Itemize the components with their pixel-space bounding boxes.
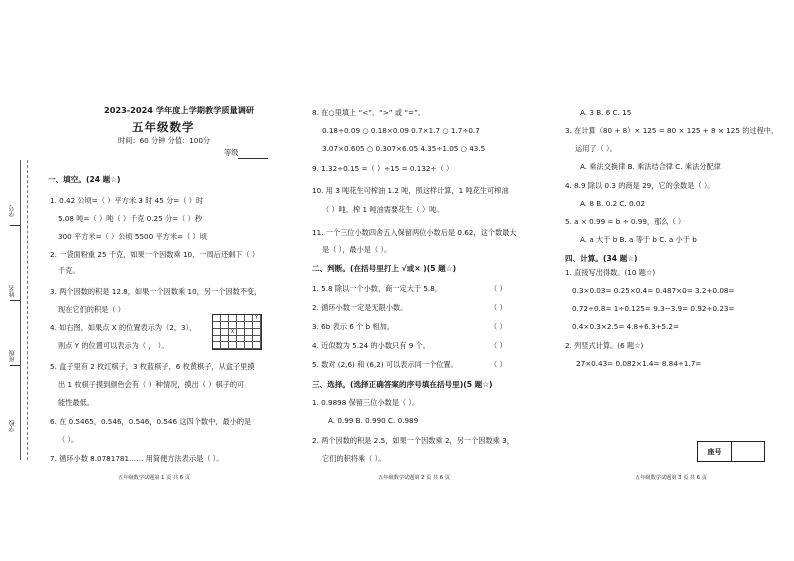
judge-1: 1. 5.8 除以一个小数，商一定大于 5.8。 (312, 284, 443, 293)
seat-number-box (697, 441, 765, 462)
choice-3-line1: 3. 在计算（80 + 8）× 125 = 80 × 125 + 8 × 125 的过程中， (565, 126, 779, 135)
q10-line2: （ ）吨，榨 1 吨油需要花生（ ）吨。 (322, 205, 444, 214)
judge-3: 3. 6b 表示 6 个 b 相加。 (312, 322, 394, 331)
q8-line2: 0.18÷0.09 ○ 0.18×0.09 0.7×1.7 ○ 1.7÷0.7 (322, 126, 480, 135)
judge-4: 4. 近似数为 5.24 的小数只有 9 个。 (312, 341, 430, 350)
choice-2-line2: 它们的积将乘（ ）。 (322, 454, 386, 463)
judge-bracket-2: （ ） (490, 303, 507, 312)
calc-row-3: 0.4×0.3×2.5= 4.8+6.3+5.2= (572, 322, 680, 331)
cut-line (27, 160, 28, 460)
q9-line: 9. 1.32÷0.15 =（ ）÷15 = 0.132÷（ ） (312, 164, 454, 173)
judge-bracket-1: （ ） (490, 284, 507, 293)
judge-5: 5. 数对 (2,6) 和 (6,2) 可以表示同一个位置。 (312, 360, 458, 369)
margin-label-class: 班级 (9, 350, 16, 362)
exam-title: 2023-2024 学年度上学期教学质量调研 (104, 105, 255, 115)
seat-label-cell (698, 442, 732, 461)
choice-5-line: 5. a × 0.99 = b ÷ 0.99，那么（ ） (565, 217, 686, 226)
q8-line1: 8. 在○里填上 “<”、“>” 或 “=”。 (312, 108, 425, 117)
choice-2-line1: 2. 两个因数的积是 2.5，如果一个因数乘 2，另一个因数乘 3， (312, 436, 514, 445)
q2-line2: 千克。 (58, 266, 80, 275)
page-2-footer: 五年级数学试题第 2 页 共 6 页 (378, 475, 450, 481)
q1-line3: 300 平方米=（ ）公顷 5500 平方米=（ ）顷 (58, 232, 207, 241)
q5-line2: 出 1 枚棋子摸到颜色会有（ ）种情况，摸出（ ）棋子的可 (58, 380, 245, 389)
choice-4-line: 4. 8.9 除以 0.3 的商是 29，它的余数是（ ）。 (565, 181, 715, 190)
choice-1: 1. 0.9898 保留三位小数是（ ）。 (312, 398, 420, 407)
grid-label-x: X (229, 329, 237, 336)
q5-line3: 能性最低。 (58, 398, 94, 407)
time-score: 时间：60 分钟 分值：100分 (118, 136, 211, 145)
grade-label: 等级 (224, 148, 239, 157)
q5-line1: 5. 盒子里有 2 枚红棋子，3 枚蓝棋子，6 枚黄棋子，从盒子里摸 (50, 362, 255, 371)
q6-line1: 6. 在 0.5465，0.54̇6，0.54̇6̇，0.5̇46 这四个数中，最小的是 (50, 417, 252, 426)
judge-bracket-5: （ ） (490, 360, 507, 369)
q6-line2: （ ）。 (58, 435, 79, 444)
seat-number-input[interactable] (732, 442, 764, 461)
margin-label-school: 学校 (9, 420, 16, 432)
choice-5-options: A. a 大于 b B. a 等于 b C. a 小于 b (580, 235, 697, 244)
margin-label-name: 姓名 (9, 285, 16, 297)
q4-line2: 则点 Y 的位置可以表示为（ ， ）。 (58, 341, 169, 350)
section-calc-title: 四、计算。(34 题☆) (565, 254, 638, 263)
calc-row-1: 0.3×0.03= 0.25×0.4= 0.487×0= 3.2+0.08= (572, 286, 735, 295)
choice-4-options: A. 8 B. 0.2 C. 0.02 (580, 199, 646, 208)
q11-line1: 11. 一个三位小数四舍五入保留两位小数后是 0.62，这个数最大 (312, 228, 517, 237)
section-judge-title: 二、判断。(在括号里打上 √或× )(5 题☆) (312, 264, 457, 273)
binding-line (20, 160, 21, 460)
seat-label: 座号 (707, 447, 722, 456)
grade-blank (238, 158, 268, 159)
section-choice-title: 三、选择。(选择正确答案的序号填在括号里)(5 题☆) (312, 380, 493, 389)
page-1-footer: 五年级数学试题第 1 页 共 6 页 (118, 475, 190, 481)
section-fill-title: 一、填空。(24 题☆) (48, 175, 121, 184)
choice-3-line2: 运用了（ ）。 (575, 144, 617, 153)
calc-vertical-row: 27×0.43= 0.082×1.4= 8.84÷1.7= (576, 359, 702, 368)
grid-label-y: Y (253, 315, 261, 322)
calc-vertical-title: 2. 列竖式计算。(6 题☆) (565, 341, 644, 350)
choice-1-options: A. 0.99 B. 0.990 C. 0.989 (328, 416, 419, 425)
q4-line1: 4. 如右图，如果点 X 的位置表示为（2，3）， (50, 323, 197, 332)
q1-line2: 5.08 吨=（ ）吨（ ）千克 0.25 分=（ ）秒 (58, 214, 203, 223)
judge-2: 2. 循环小数一定是无限小数。 (312, 303, 408, 312)
coordinate-grid (212, 314, 262, 350)
choice-3-options: A. 乘法交换律 B. 乘法结合律 C. 乘法分配律 (580, 162, 721, 171)
judge-bracket-4: （ ） (490, 341, 507, 350)
margin-blank (10, 300, 20, 301)
calc-direct-title: 1. 直接写出得数。(10 题☆) (565, 268, 656, 277)
q8-line3: 3.07×0.605 ○ 0.307×6.05 4.35÷1.05 ○ 43.5 (322, 144, 486, 153)
q2-line1: 2. 一袋面粉重 25 千克，如果一个因数乘 10，一周后还剩下（ ） (50, 250, 260, 259)
subject-title: 五年级数学 (132, 120, 195, 134)
calc-row-2: 0.72÷0.8= 1÷0.125= 9.3−3.9= 0.92÷0.23= (572, 304, 735, 313)
q7-line: 7. 循环小数 8.0781781…… 用简便方法表示是（ ）。 (50, 454, 224, 463)
q10-line1: 10. 用 3 吨花生可榨油 1.2 吨，照这样计算，1 吨花生可榨油 (312, 186, 509, 195)
q3-line2: 现在它们的积是（ ） (58, 305, 125, 314)
margin-blank (10, 225, 20, 226)
margin-blank (10, 365, 20, 366)
page-3-footer: 五年级数学试题第 3 页 共 6 页 (635, 475, 707, 481)
margin-label-id: 学号 (9, 205, 16, 217)
choice-2-options: A. 3 B. 6 C. 15 (580, 108, 632, 117)
q11-line2: 是（ ），最小是（ ）。 (322, 245, 392, 254)
judge-bracket-3: （ ） (490, 322, 507, 331)
q1-line1: 1. 0.42 公顷=（ ）平方米 3 时 45 分=（ ）时 (50, 196, 204, 205)
q3-line1: 3. 两个因数的积是 12.8，如果一个因数乘 10，另一个因数不变， (50, 287, 262, 296)
